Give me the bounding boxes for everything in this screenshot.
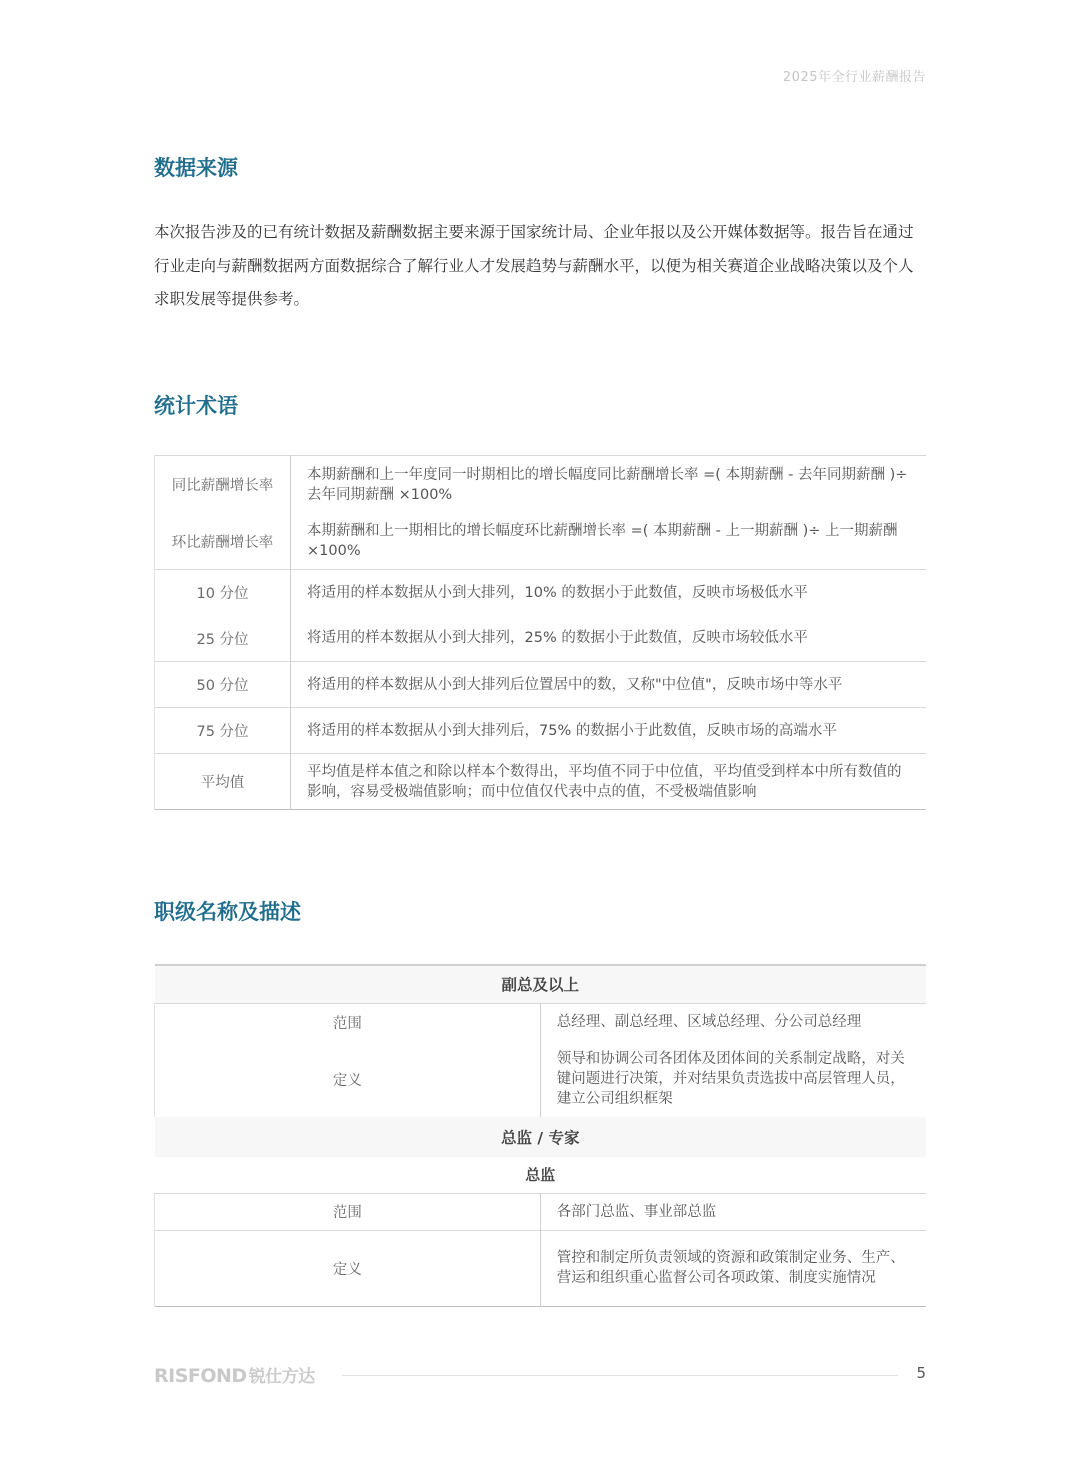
table-row: [155, 514, 927, 570]
term-label: 环比薪酬增长率: [155, 514, 291, 570]
term-definition: 将适用的样本数据从小到大排列后，75% 的数据小于此数值，反映市场的高端水平: [291, 708, 927, 754]
level-definition-label: 定义: [155, 1041, 541, 1117]
logo-cn-text: 锐仕方达: [248, 1367, 315, 1387]
level-definition-value: 管控和制定所负责领域的资源和政策制定业务、生产、营运和组织重心监督公司各项政策、制度实施情况: [540, 1230, 926, 1306]
level-scope-label: 范围: [155, 1193, 541, 1230]
table-row: [155, 1157, 927, 1193]
term-label: 平均值: [155, 754, 291, 810]
term-definition: 将适用的样本数据从小到大排列，25% 的数据小于此数值，反映市场较低水平: [307, 630, 808, 647]
level-subgroup-header: 总监: [155, 1157, 927, 1193]
footer-divider: [342, 1375, 898, 1376]
term-label: 同比薪酬增长率: [155, 456, 291, 514]
term-definition: 将适用的样本数据从小到大排列，10% 的数据小于此数值，反映市场极低水平: [291, 570, 927, 616]
table-row: [155, 1117, 927, 1157]
table-row: [155, 1230, 927, 1306]
table-row: [155, 456, 927, 514]
table-row: [155, 1193, 927, 1230]
table-row: [155, 965, 927, 1003]
logo-en-text: RISFOND: [154, 1365, 247, 1387]
section-title-data-source: 数据来源: [154, 156, 238, 180]
level-definition-label: 定义: [155, 1230, 541, 1306]
term-definition: 本期薪酬和上一年度同一时期相比的增长幅度同比薪酬增长率 =( 本期薪酬 - 去年同期薪酬 )÷ 去年同期薪酬 ×100%: [307, 466, 908, 503]
level-group-header: 副总及以上: [155, 965, 927, 1003]
level-group-header: 总监 / 专家: [155, 1117, 927, 1157]
table-row: [155, 616, 927, 662]
table-row: [155, 570, 927, 616]
term-definition: 将适用的样本数据从小到大排列后位置居中的数，又称"中位值"，反映市场中等水平: [291, 662, 927, 708]
level-scope-label: 范围: [155, 1003, 541, 1041]
level-scope-value: 总经理、副总经理、区域总经理、分公司总经理: [540, 1003, 926, 1041]
table-row: [155, 662, 927, 708]
section-title-terms: 统计术语: [154, 394, 238, 418]
table-row: [155, 1003, 927, 1041]
company-logo: [154, 1362, 315, 1387]
report-header-title: 2025年全行业薪酬报告: [782, 70, 926, 85]
table-row: [155, 754, 927, 810]
term-definition: 平均值是样本值之和除以样本个数得出，平均值不同于中位值，平均值受到样本中所有数值的影响，容易受极端值影响；而中位值仅代表中点的值，不受极端值影响: [291, 754, 927, 810]
page-footer: [154, 1362, 926, 1388]
data-source-paragraph: 本次报告涉及的已有统计数据及薪酬数据主要来源于国家统计局、企业年报以及公开媒体数据等。报告旨在通过行业走向与薪酬数据两方面数据综合了解行业人才发展趋势与薪酬水平，以便为相关赛道企业战略决策以及个人求职发展等提供参考。: [154, 223, 914, 308]
terms-table: [154, 455, 926, 810]
level-definition-value: 领导和协调公司各团体及团体间的关系制定战略，对关键问题进行决策，并对结果负责选拔中高层管理人员，建立公司组织框架: [556, 1051, 905, 1107]
page-number: 5: [916, 1364, 926, 1382]
section-title-levels: 职级名称及描述: [154, 900, 301, 924]
levels-table: [154, 964, 926, 1307]
table-row: [155, 708, 927, 754]
term-label: 50 分位: [155, 662, 291, 708]
term-definition: 本期薪酬和上一期相比的增长幅度环比薪酬增长率 =( 本期薪酬 - 上一期薪酬 )÷ 上一期薪酬 ×100%: [307, 523, 898, 560]
term-label: 10 分位: [155, 570, 291, 616]
term-label: 75 分位: [155, 708, 291, 754]
table-row: [155, 1041, 927, 1117]
term-label: 25 分位: [155, 616, 291, 662]
level-scope-value: 各部门总监、事业部总监: [540, 1193, 926, 1230]
